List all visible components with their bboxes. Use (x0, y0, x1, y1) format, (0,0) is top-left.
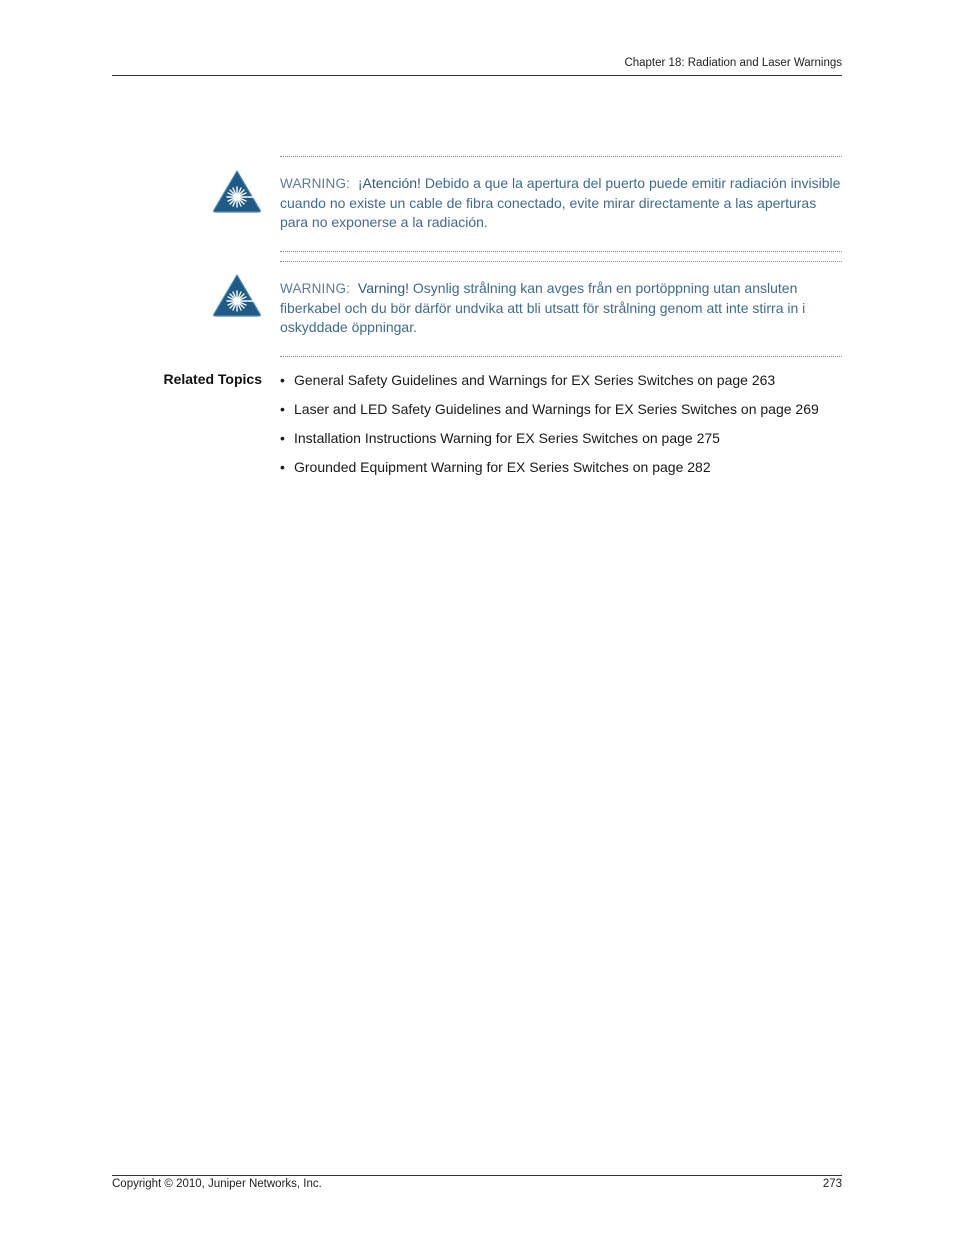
copyright-notice: Copyright © 2010, Juniper Networks, Inc. (112, 1178, 322, 1190)
related-topic-link[interactable]: Grounded Equipment Warning for EX Series Switches on page 282 (294, 459, 711, 475)
warning-paragraph (280, 174, 842, 233)
header-rule (112, 75, 842, 76)
warning-emphasis: ¡Atención! (357, 175, 421, 191)
page-number: 273 (822, 1178, 842, 1190)
bullet: • (280, 459, 285, 475)
related-topic-link[interactable]: General Safety Guidelines and Warnings for EX Series Switches on page 263 (294, 372, 776, 388)
bullet: • (280, 430, 285, 446)
related-topics-heading: Related Topics (163, 371, 262, 387)
running-header: Chapter 18: Radiation and Laser Warnings (624, 57, 842, 69)
related-topic-link[interactable]: Installation Instructions Warning for EX Series Switches on page 275 (294, 430, 720, 446)
list-item (280, 458, 842, 487)
warning-paragraph (280, 279, 842, 338)
list-item (280, 400, 842, 429)
related-topics-list (280, 371, 842, 487)
warning-label: WARNING: (280, 281, 351, 296)
warning-block-spanish (280, 156, 842, 252)
bullet: • (280, 372, 285, 388)
laser-radiation-warning-icon (212, 169, 262, 213)
bullet: • (280, 401, 285, 417)
warning-body: Debido a que la apertura del puerto puede emitir radiación invisible cuando no existe un cable de fibra conectado, evite mirar directamente a las aperturas para no exponerse a la radiación. (280, 175, 841, 231)
footer-rule (112, 1175, 842, 1176)
warning-emphasis: Varning! (357, 280, 409, 296)
list-item (280, 371, 842, 400)
laser-radiation-warning-icon (212, 273, 262, 317)
warning-label: WARNING: (280, 176, 351, 191)
related-topic-link[interactable]: Laser and LED Safety Guidelines and Warnings for EX Series Switches on page 269 (294, 401, 819, 417)
list-item (280, 429, 842, 458)
warning-block-swedish (280, 261, 842, 357)
warning-body: Osynlig strålning kan avges från en portöppning utan ansluten fiberkabel och du bör därför undvika att bli utsatt för strålning genom att inte stirra in i oskyddade öppningar. (280, 280, 806, 336)
